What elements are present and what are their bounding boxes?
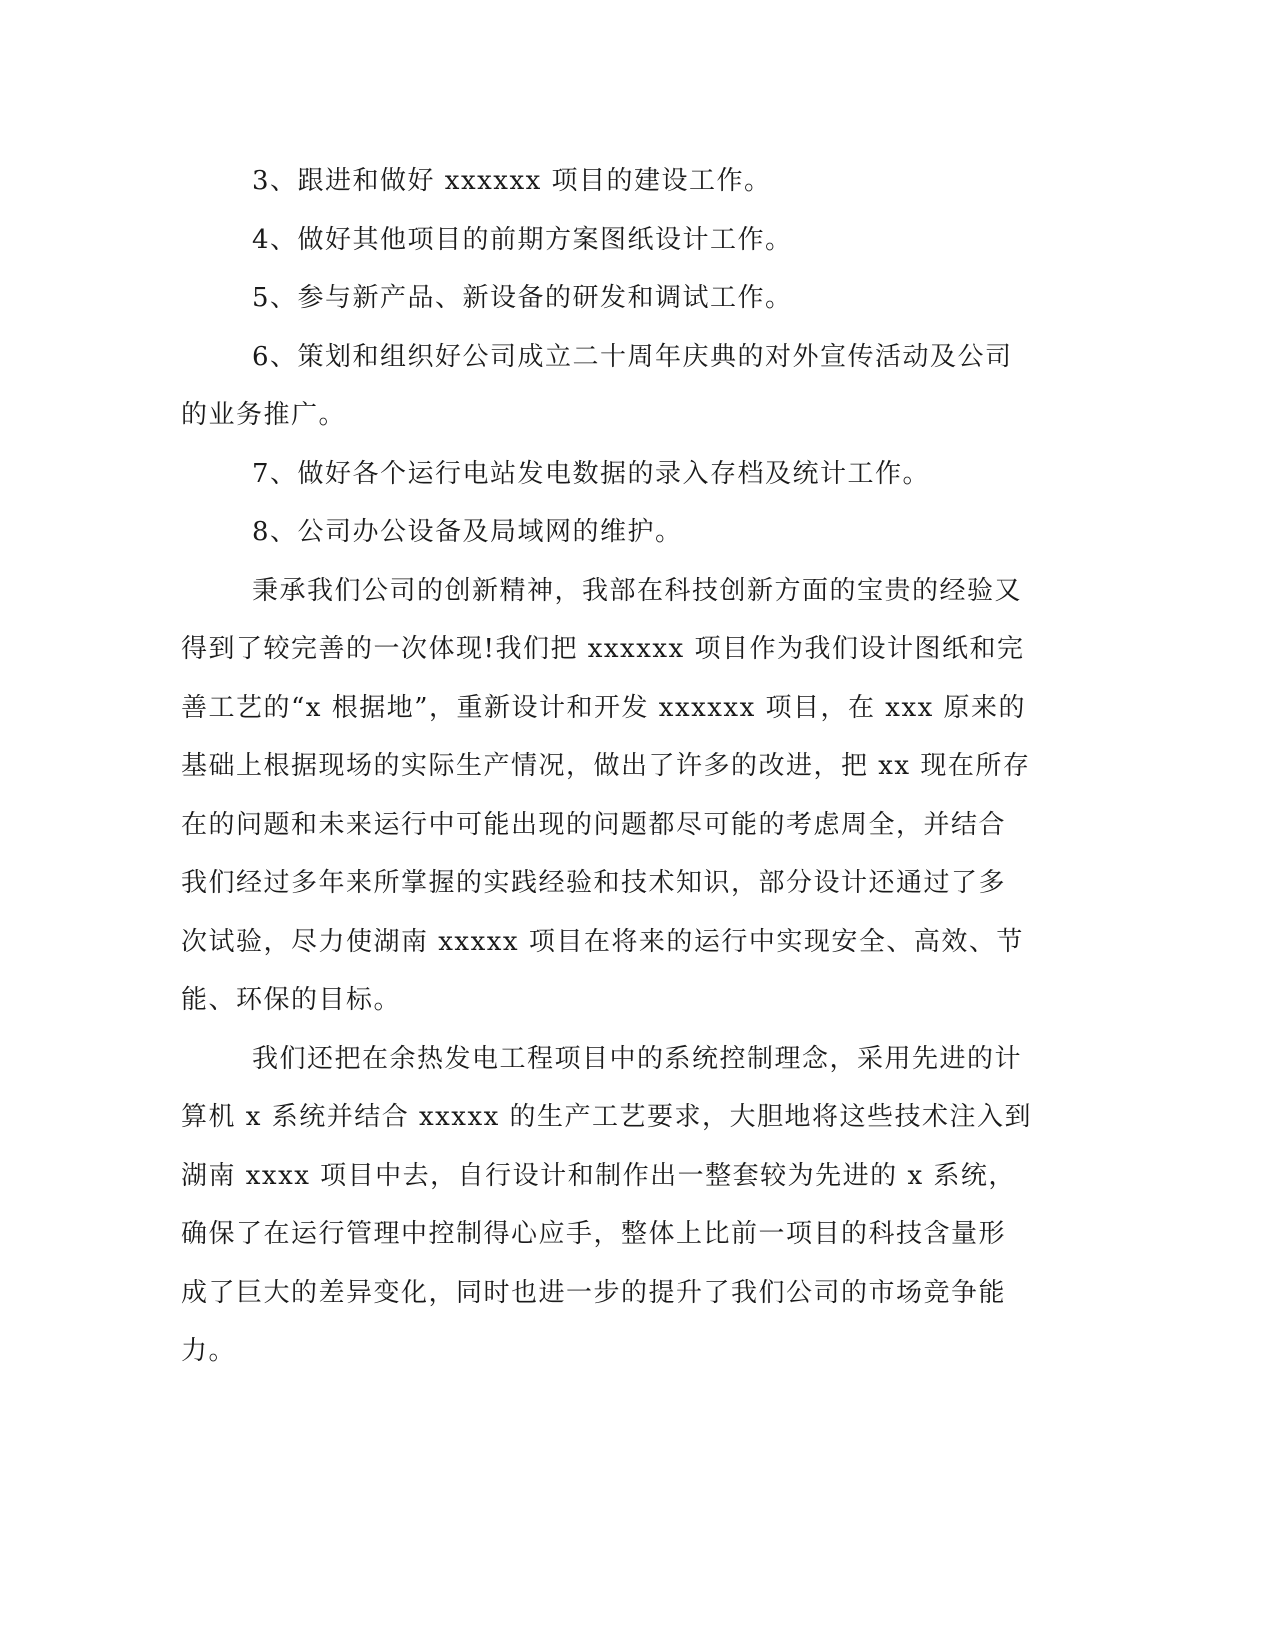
list-item: 7、做好各个运行电站发电数据的录入存档及统计工作。 — [252, 458, 931, 489]
paragraph-innovation: 秉承我们公司的创新精神，我部在科技创新方面的宝贵的经验又得到了较完善的一次体现!我们把 xxxxxx 项目作为我们设计图纸和完善工艺的“x 根据地”，重新设计和开发 xxxxxx 项目，在 xxx 原来的基础上根据现场的实际生产情况，做出了许多的改进，把 xx 现在所存在的问题和未来运行中可能出现的问题都尽可能的考虑周全，并结合我们经过多年来所掌握的实践经验和技术知识，部分设计还通过了多次试验，尽力使湖南 xxxxx 项目在将来的运行中实现安全、高效、节能、环保的目标。 — [181, 575, 1031, 1015]
list-item: 8、公司办公设备及局域网的维护。 — [252, 517, 683, 547]
list-item: 4、做好其他项目的前期方案图纸设计工作。 — [252, 224, 793, 255]
document-body — [181, 152, 1033, 1381]
list-item: 5、参与新产品、新设备的研发和调试工作。 — [252, 283, 793, 313]
list-item: 6、策划和组织好公司成立二十周年庆典的对外宣传活动及公司的业务推广。 — [181, 341, 1013, 430]
paragraph-control-system: 我们还把在余热发电工程项目中的系统控制理念，采用先进的计算机 x 系统并结合 xxxxx 的生产工艺要求，大胆地将这些技术注入到湖南 xxxx 项目中去，自行设计和制作出一整套较为先进的 x 系统，确保了在运行管理中控制得心应手，整体上比前一项目的科技含量形成了巨大的差异变化，同时也进一步的提升了我们公司的市场竞争能力。 — [181, 1043, 1033, 1366]
list-item: 3、跟进和做好 xxxxxx 项目的建设工作。 — [252, 166, 772, 196]
